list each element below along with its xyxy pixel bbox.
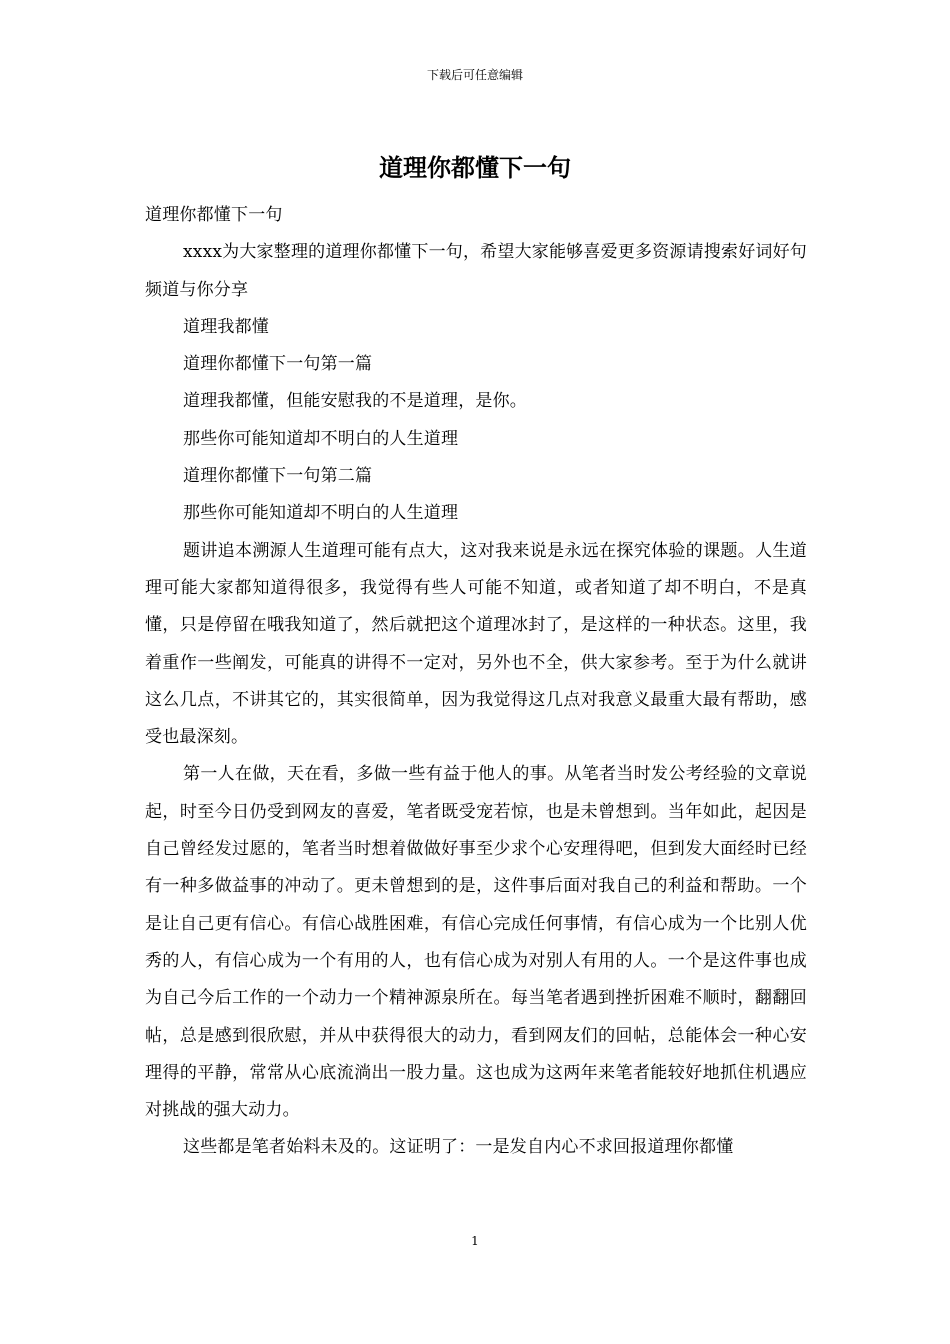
paragraph: 道理你都懂下一句第二篇 [183, 466, 373, 487]
paragraph: 题讲追本溯源人生道理可能有点大，这对我来说是永远在探究体验的课题。人生道理可能大家都知道得很多，我觉得有些人可能不知道，或者知道了却不明白，不是真懂，只是停留在哦我知道了，然后就把这个道理冰封了，是这样的一种状态。这里，我着重作一些阐发，可能真的讲得不一定对，另外也不全，供大家参考。至于为什么就讲这么几点，不讲其它的，其实很简单，因为我觉得这几点对我意义最重大最有帮助，感受也最深刻。 [145, 540, 807, 748]
paragraph: 道理你都懂下一句 [145, 205, 283, 225]
page-header: 下载后可任意编辑 [426, 68, 523, 82]
paragraph: 道理你都懂下一句第一篇 [183, 354, 373, 375]
page-number: 1 [471, 1234, 479, 1248]
paragraph: xxxx为大家整理的道理你都懂下一句，希望大家能够喜爱更多资源请搜索好词好句频道与你分享 [145, 242, 807, 300]
paragraph: 道理我都懂 [183, 316, 269, 337]
paragraph: 道理我都懂，但能安慰我的不是道理，是你。 [183, 391, 527, 412]
document-title: 道理你都懂下一句 [379, 153, 571, 182]
paragraph: 那些你可能知道却不明白的人生道理 [183, 428, 459, 449]
paragraph: 这些都是笔者始料未及的。这证明了：一是发自内心不求回报道理你都懂 [183, 1137, 734, 1158]
paragraph: 那些你可能知道却不明白的人生道理 [183, 503, 459, 524]
paragraph: 第一人在做，天在看，多做一些有益于他人的事。从笔者当时发公考经验的文章说起，时至今日仍受到网友的喜爱，笔者既受宠若惊，也是未曾想到。当年如此，起因是自己曾经发过愿的，笔者当时想着做做好事至少求个心安理得吧，但到发大面经时已经有一种多做益事的冲动了。更未曾想到的是，这件事后面对我自己的利益和帮助。一个是让自己更有信心。有信心战胜困难，有信心完成任何事情，有信心成为一个比别人优秀的人，有信心成为一个有用的人，也有信心成为对别人有用的人。一个是这件事也成为自己今后工作的一个动力一个精神源泉所在。每当笔者遇到挫折困难不顺时，翻翻回帖，总是感到很欣慰，并从中获得很大的动力，看到网友们的回帖，总能体会一种心安理得的平静，常常从心底流淌出一股力量。这也成为这两年来笔者能较好地抓住机遇应对挑战的强大动力。 [145, 764, 807, 1121]
document-body [145, 197, 807, 1167]
